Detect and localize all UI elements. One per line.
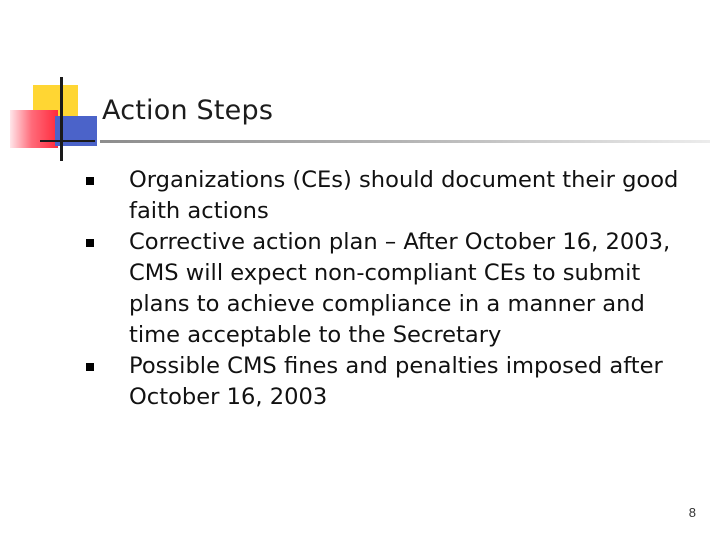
bullet-square-icon: [86, 239, 94, 247]
logo-red-block: [10, 110, 58, 148]
bullet-text: Corrective action plan – After October 16, 2003, CMS will expect non-compliant CEs to submit plans to achieve compliance in a manner and time acceptable to the Secretary: [129, 229, 671, 348]
logo-horizontal-line: [40, 140, 95, 142]
logo-vertical-line: [60, 77, 63, 161]
bullet-text: Organizations (CEs) should document their good faith actions: [129, 167, 679, 224]
bullet-square-icon: [86, 177, 94, 185]
decorative-logo: [0, 0, 120, 170]
slide-title: Action Steps: [102, 95, 274, 126]
bullet-text: Possible CMS fines and penalties imposed after October 16, 2003: [129, 353, 663, 410]
bullet-list: [0, 165, 720, 413]
page-number: 8: [688, 505, 696, 520]
bullet-item: [0, 351, 720, 413]
bullet-item: [0, 165, 720, 227]
bullet-item: [0, 227, 720, 351]
bullet-square-icon: [86, 363, 94, 371]
title-underline-divider: [100, 140, 710, 143]
